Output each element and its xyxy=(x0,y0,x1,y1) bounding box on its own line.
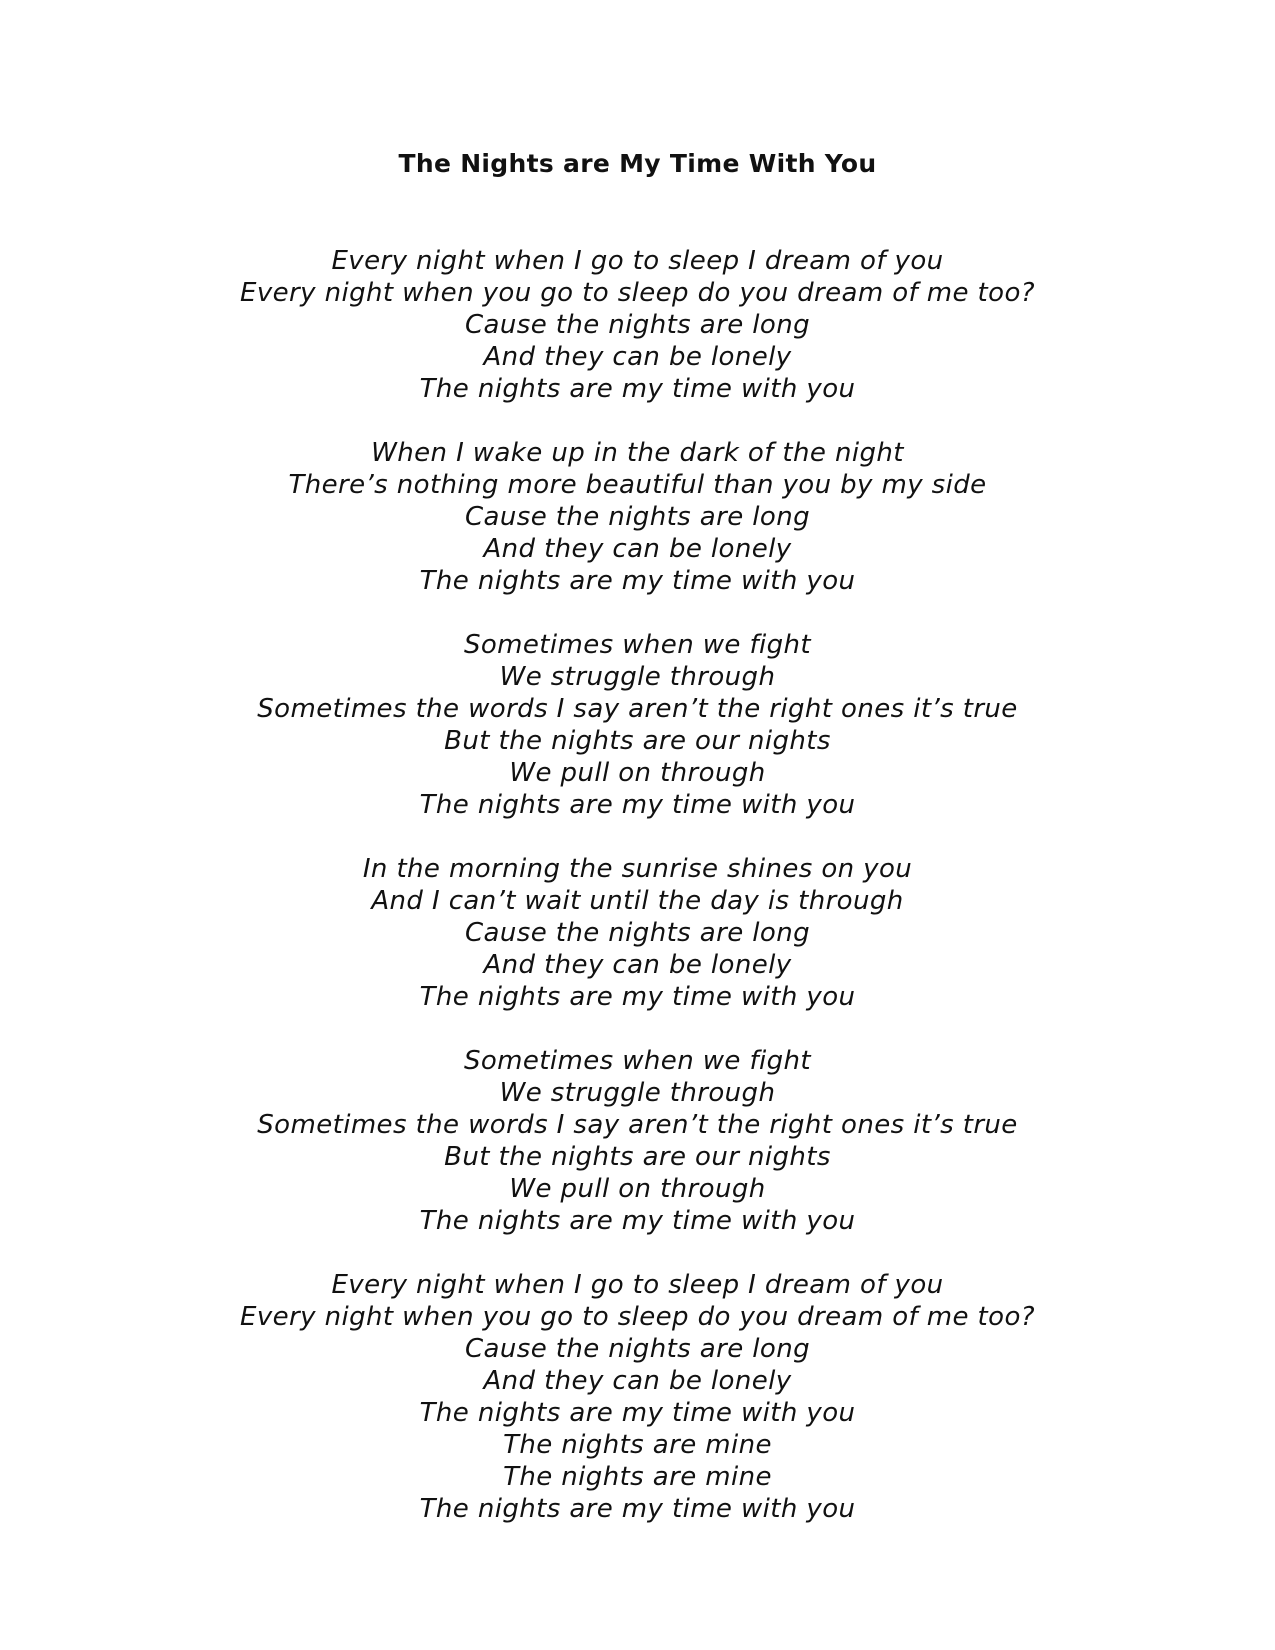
poem-line: We struggle through xyxy=(499,662,776,692)
poem-body xyxy=(0,245,1275,1557)
poem-line: The nights are my time with you xyxy=(419,1206,856,1236)
poem-line: In the morning the sunrise shines on you xyxy=(362,854,913,884)
poem-line: We pull on through xyxy=(509,1174,766,1204)
stanza-5 xyxy=(0,1045,1275,1237)
poem-line: The nights are mine xyxy=(503,1430,772,1460)
poem-line: Cause the nights are long xyxy=(465,1334,810,1364)
poem-line: Sometimes when we fight xyxy=(463,1046,812,1076)
poem-line: Cause the nights are long xyxy=(465,918,810,948)
poem-line: The nights are mine xyxy=(503,1462,772,1492)
poem-line: Every night when I go to sleep I dream of you xyxy=(331,1270,944,1300)
poem-line: When I wake up in the dark of the night xyxy=(371,438,904,468)
poem-line: And they can be lonely xyxy=(483,534,792,564)
poem-line: And they can be lonely xyxy=(483,950,792,980)
poem-line: There’s nothing more beautiful than you by my side xyxy=(288,470,987,500)
poem-line: But the nights are our nights xyxy=(444,1142,831,1172)
poem-line: We struggle through xyxy=(499,1078,776,1108)
poem-line: Cause the nights are long xyxy=(465,502,810,532)
poem-line: Every night when you go to sleep do you dream of me too? xyxy=(240,278,1035,308)
poem-line: The nights are my time with you xyxy=(419,374,856,404)
poem-line: Cause the nights are long xyxy=(465,310,810,340)
poem-line: Sometimes the words I say aren’t the right ones it’s true xyxy=(257,694,1018,724)
poem-line: Every night when you go to sleep do you dream of me too? xyxy=(240,1302,1035,1332)
poem-line: The nights are my time with you xyxy=(419,982,856,1012)
stanza-1 xyxy=(0,245,1275,405)
stanza-3 xyxy=(0,629,1275,821)
poem-line: Sometimes when we fight xyxy=(463,630,812,660)
page-title: The Nights are My Time With You xyxy=(398,149,877,178)
poem-line: The nights are my time with you xyxy=(419,790,856,820)
poem-line: And I can’t wait until the day is through xyxy=(371,886,904,916)
poem-line: Sometimes the words I say aren’t the right ones it’s true xyxy=(257,1110,1018,1140)
poem-line: We pull on through xyxy=(509,758,766,788)
stanza-4 xyxy=(0,853,1275,1013)
poem-line: And they can be lonely xyxy=(483,1366,792,1396)
poem-line: And they can be lonely xyxy=(483,342,792,372)
poem-line: But the nights are our nights xyxy=(444,726,831,756)
poem-line: The nights are my time with you xyxy=(419,566,856,596)
stanza-2 xyxy=(0,437,1275,597)
stanza-6 xyxy=(0,1269,1275,1525)
poem-line: The nights are my time with you xyxy=(419,1398,856,1428)
poem-line: Every night when I go to sleep I dream of you xyxy=(331,246,944,276)
poem-line: The nights are my time with you xyxy=(419,1494,856,1524)
